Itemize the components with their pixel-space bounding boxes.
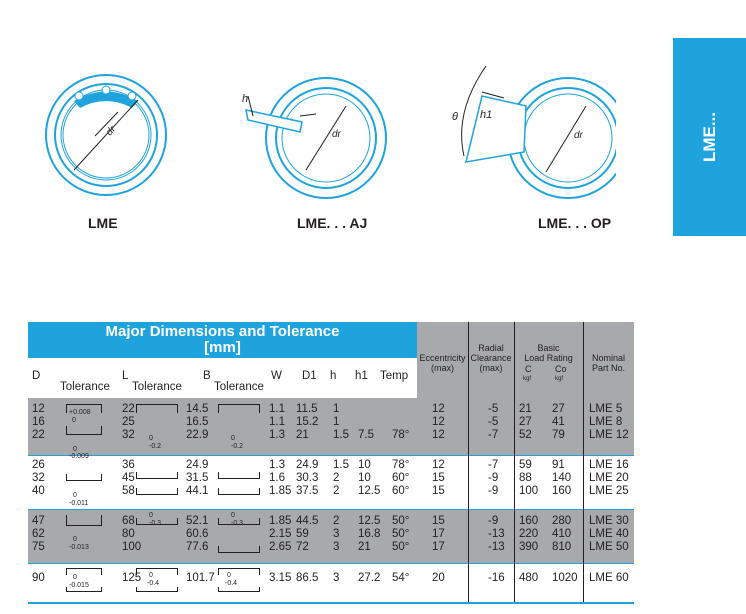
cell-co: 160 bbox=[552, 485, 572, 497]
cell-temp: 60° bbox=[392, 485, 410, 497]
tol-L-g2-bot: -0.3 bbox=[149, 520, 162, 527]
dimensions-table bbox=[28, 322, 634, 604]
cell-h: 2 bbox=[333, 472, 340, 484]
fig3-slot-label: h1 bbox=[480, 109, 493, 121]
cell-b: 44.1 bbox=[186, 485, 209, 497]
cell-temp: 54° bbox=[392, 572, 410, 584]
figure-caption-lme-op: LME. . . OP bbox=[538, 215, 612, 231]
fig3-angle-label: θ bbox=[452, 111, 458, 123]
cell-h1: 10 bbox=[358, 472, 371, 484]
tol-D-g2-top: 0 bbox=[73, 446, 77, 453]
cell-temp: 50° bbox=[392, 515, 410, 527]
col-header-B-tolerance: Tolerance bbox=[214, 381, 264, 393]
tol-D-g4-top: 0 bbox=[73, 536, 77, 543]
cell-h: 3 bbox=[333, 528, 340, 540]
col-header-D: D bbox=[32, 370, 41, 382]
col-header-basic: Basic bbox=[537, 343, 560, 353]
tol-bracket bbox=[136, 404, 178, 413]
cell-l: 68 bbox=[122, 515, 135, 527]
cell-rad: -13 bbox=[488, 541, 505, 553]
row-divider bbox=[28, 563, 634, 564]
cell-b: 14.5 bbox=[186, 403, 209, 415]
cell-part: LME 40 bbox=[589, 528, 629, 540]
col-header-eccentricity: Eccentricity bbox=[419, 353, 466, 363]
tol-bracket bbox=[136, 472, 178, 479]
cell-h: 1.5 bbox=[333, 429, 349, 441]
cell-l: 125 bbox=[122, 572, 142, 584]
tol-B-g1-top: 0 bbox=[231, 435, 235, 442]
cell-c: 88 bbox=[519, 472, 532, 484]
row-divider bbox=[28, 455, 634, 456]
tol-D-g2-bot: -0.009 bbox=[69, 453, 89, 460]
cell-h: 1 bbox=[333, 416, 340, 428]
cell-co: 91 bbox=[552, 459, 565, 471]
cell-d: 32 bbox=[32, 472, 45, 484]
cell-rad: -16 bbox=[488, 572, 505, 584]
col-header-C-unit: kgf bbox=[523, 376, 532, 382]
cell-b: 52.1 bbox=[186, 515, 209, 527]
col-header-h1: h1 bbox=[355, 370, 368, 382]
cell-w: 1.1 bbox=[269, 403, 285, 415]
cell-w: 1.6 bbox=[269, 472, 285, 484]
cell-part: LME 12 bbox=[589, 429, 629, 441]
row-band-1 bbox=[28, 398, 634, 455]
cell-d1: 21 bbox=[296, 429, 309, 441]
tol-bracket bbox=[218, 404, 260, 413]
cell-h: 3 bbox=[333, 541, 340, 553]
tol-B-g2-bot: -0.3 bbox=[231, 520, 244, 527]
fig1-dim-label: dr bbox=[104, 124, 119, 139]
col-header-temp: Temp bbox=[380, 370, 409, 382]
tol-L-g1-top: 0 bbox=[149, 435, 153, 442]
col-header-D-tolerance: Tolerance bbox=[60, 381, 110, 393]
cell-rad: -13 bbox=[488, 528, 505, 540]
col-header-load-rating: Load Rating bbox=[524, 353, 573, 363]
cell-part: LME 8 bbox=[589, 416, 623, 428]
figure-lme bbox=[40, 66, 172, 204]
cell-l: 25 bbox=[122, 416, 135, 428]
cell-co: 1020 bbox=[552, 572, 578, 584]
cell-ecc: 12 bbox=[432, 429, 445, 441]
table-bottom-rule bbox=[28, 602, 634, 604]
cell-l: 80 bbox=[122, 528, 135, 540]
cell-part: LME 60 bbox=[589, 572, 629, 584]
cell-co: 41 bbox=[552, 416, 565, 428]
cell-b: 101.7 bbox=[186, 572, 215, 584]
col-header-C: C bbox=[525, 364, 532, 374]
fig2-slot-label: h bbox=[242, 93, 249, 105]
cell-rad: -9 bbox=[488, 515, 499, 527]
col-header-Co: Co bbox=[555, 364, 567, 374]
tol-bracket bbox=[218, 546, 260, 553]
tol-L-g1-bot: -0.2 bbox=[149, 443, 162, 450]
cell-rad: -9 bbox=[488, 485, 499, 497]
tol-L-g2-top: 0 bbox=[149, 512, 153, 519]
tol-bracket bbox=[218, 587, 260, 592]
col-divider bbox=[514, 322, 515, 602]
col-header-h: h bbox=[330, 370, 337, 382]
cell-b: 24.9 bbox=[186, 459, 209, 471]
col-header-radial-clearance: Clearance bbox=[470, 353, 512, 363]
col-header-nominal: Nominal bbox=[591, 353, 625, 363]
cell-w: 1.85 bbox=[269, 515, 292, 527]
cell-d1: 24.9 bbox=[296, 459, 319, 471]
cell-temp: 60° bbox=[392, 472, 410, 484]
table-title-unit: [mm] bbox=[204, 339, 241, 356]
tol-B-g2-top: 0 bbox=[231, 512, 235, 519]
cell-rad: -7 bbox=[488, 459, 499, 471]
cell-d1: 86.5 bbox=[296, 572, 319, 584]
cell-d: 16 bbox=[32, 416, 45, 428]
col-header-B: B bbox=[203, 370, 211, 382]
cell-part: LME 50 bbox=[589, 541, 629, 553]
cell-w: 2.65 bbox=[269, 541, 292, 553]
tol-bracket bbox=[218, 488, 260, 495]
tol-B-g3-bot: -0.4 bbox=[225, 580, 238, 587]
figure-lme-op bbox=[446, 62, 616, 212]
fig2-dim-label: dr bbox=[332, 129, 341, 140]
tol-L-g3-top: 0 bbox=[149, 572, 153, 579]
col-header-radial: Radial bbox=[478, 343, 504, 353]
cell-h1: 10 bbox=[358, 459, 371, 471]
cell-h1: 12.5 bbox=[358, 515, 381, 527]
cell-h1: 27.2 bbox=[358, 572, 381, 584]
cell-h1: 16.8 bbox=[358, 528, 381, 540]
col-header-radial-unit: (max) bbox=[479, 363, 503, 373]
cell-d: 26 bbox=[32, 459, 45, 471]
cell-ecc: 15 bbox=[432, 515, 445, 527]
tol-D-g3-top: 0 bbox=[73, 492, 77, 499]
tol-D-g4-bot: -0.013 bbox=[69, 544, 89, 551]
cell-co: 810 bbox=[552, 541, 572, 553]
cell-co: 410 bbox=[552, 528, 572, 540]
tol-bracket bbox=[218, 568, 260, 575]
cell-c: 390 bbox=[519, 541, 539, 553]
cell-h: 2 bbox=[333, 515, 340, 527]
table-title: Major Dimensions and Tolerance bbox=[105, 323, 340, 340]
cell-b: 16.5 bbox=[186, 416, 209, 428]
cell-d: 22 bbox=[32, 429, 45, 441]
col-header-W: W bbox=[271, 370, 282, 382]
tol-L-g3-bot: -0.4 bbox=[147, 580, 160, 587]
cell-d1: 11.5 bbox=[296, 403, 318, 415]
col-header-Co-unit: kgf bbox=[555, 376, 564, 382]
cell-temp: 50° bbox=[392, 528, 410, 540]
tol-bracket bbox=[66, 426, 102, 435]
cell-rad: -7 bbox=[488, 429, 499, 441]
cell-w: 1.85 bbox=[269, 485, 292, 497]
tol-B-g1-bot: -0.2 bbox=[231, 443, 244, 450]
col-header-L-tolerance: Tolerance bbox=[132, 381, 182, 393]
cell-temp: 50° bbox=[392, 541, 410, 553]
cell-h: 3 bbox=[333, 572, 340, 584]
figure-caption-lme: LME bbox=[88, 215, 118, 231]
tol-D-g1-bot: 0 bbox=[72, 417, 76, 424]
cell-c: 480 bbox=[519, 572, 539, 584]
tol-bracket bbox=[218, 472, 260, 479]
cell-w: 1.3 bbox=[269, 429, 285, 441]
cell-co: 280 bbox=[552, 515, 572, 527]
cell-w: 1.1 bbox=[269, 416, 285, 428]
cell-d: 62 bbox=[32, 528, 45, 540]
cell-l: 45 bbox=[122, 472, 135, 484]
cell-part: LME 20 bbox=[589, 472, 629, 484]
cell-h1: 7.5 bbox=[358, 429, 374, 441]
figure-caption-lme-aj: LME. . . AJ bbox=[297, 215, 368, 231]
cell-temp: 78° bbox=[392, 459, 410, 471]
cell-l: 36 bbox=[122, 459, 135, 471]
tol-D-g5-bot: -0.015 bbox=[69, 582, 89, 589]
cell-part: LME 30 bbox=[589, 515, 629, 527]
col-header-eccentricity-unit: (max) bbox=[431, 363, 454, 373]
cell-d: 47 bbox=[32, 515, 45, 527]
cell-ecc: 12 bbox=[432, 416, 445, 428]
cell-d1: 15.2 bbox=[296, 416, 319, 428]
cell-co: 27 bbox=[552, 403, 565, 415]
side-tab bbox=[673, 38, 746, 236]
cell-temp: 78° bbox=[392, 429, 410, 441]
cell-d: 40 bbox=[32, 485, 45, 497]
cell-b: 77.6 bbox=[186, 541, 209, 553]
col-header-L: L bbox=[122, 370, 129, 382]
tol-D-g3-bot: -0.011 bbox=[69, 500, 89, 507]
cell-ecc: 15 bbox=[432, 472, 445, 484]
cell-b: 60.6 bbox=[186, 528, 209, 540]
cell-l: 22 bbox=[122, 403, 135, 415]
cell-rad: -5 bbox=[488, 416, 499, 428]
cell-d1: 44.5 bbox=[296, 515, 319, 527]
cell-part: LME 25 bbox=[589, 485, 629, 497]
tol-B-g3-top: 0 bbox=[227, 572, 231, 579]
col-header-part-no: Part No. bbox=[591, 363, 625, 373]
tol-bracket bbox=[66, 568, 102, 575]
tol-bracket bbox=[136, 587, 178, 592]
cell-h: 1.5 bbox=[333, 459, 349, 471]
row-band-3 bbox=[28, 509, 634, 563]
tol-bracket bbox=[136, 488, 178, 495]
cell-c: 21 bbox=[519, 403, 532, 415]
figure-lme-aj bbox=[228, 70, 388, 210]
cell-rad: -9 bbox=[488, 472, 499, 484]
cell-h: 2 bbox=[333, 485, 340, 497]
cell-part: LME 16 bbox=[589, 459, 629, 471]
cell-co: 140 bbox=[552, 472, 572, 484]
cell-part: LME 5 bbox=[589, 403, 623, 415]
cell-w: 3.15 bbox=[269, 572, 292, 584]
cell-c: 220 bbox=[519, 528, 539, 540]
side-tab-label: LME... bbox=[699, 111, 719, 163]
cell-h: 1 bbox=[333, 403, 340, 415]
fig3-dim-label: dr bbox=[574, 130, 583, 141]
cell-w: 1.3 bbox=[269, 459, 285, 471]
cell-c: 59 bbox=[519, 459, 532, 471]
table-title-bar bbox=[28, 322, 417, 358]
cell-h1: 12.5 bbox=[358, 485, 381, 497]
tol-bracket bbox=[66, 587, 102, 592]
cell-c: 52 bbox=[519, 429, 532, 441]
cell-d1: 72 bbox=[296, 541, 309, 553]
cell-d1: 59 bbox=[296, 528, 309, 540]
cell-l: 32 bbox=[122, 429, 135, 441]
col-header-D1: D1 bbox=[302, 370, 317, 382]
cell-ecc: 17 bbox=[432, 541, 445, 553]
cell-w: 2.15 bbox=[269, 528, 292, 540]
cell-d: 90 bbox=[32, 572, 45, 584]
cell-co: 79 bbox=[552, 429, 565, 441]
cell-h1: 21 bbox=[358, 541, 371, 553]
cell-l: 100 bbox=[122, 541, 142, 553]
cell-d: 12 bbox=[32, 403, 45, 415]
cell-d1: 30.3 bbox=[296, 472, 319, 484]
row-divider bbox=[28, 509, 634, 510]
cell-b: 22.9 bbox=[186, 429, 209, 441]
tol-bracket bbox=[66, 474, 102, 481]
cell-ecc: 20 bbox=[432, 572, 445, 584]
tol-D-g1-top: +0.008 bbox=[69, 409, 91, 416]
cell-c: 27 bbox=[519, 416, 532, 428]
cell-rad: -5 bbox=[488, 403, 499, 415]
cell-b: 31.5 bbox=[186, 472, 209, 484]
cell-ecc: 12 bbox=[432, 459, 445, 471]
cell-c: 100 bbox=[519, 485, 539, 497]
tol-bracket bbox=[136, 568, 178, 575]
cell-l: 58 bbox=[122, 485, 135, 497]
cell-d1: 37.5 bbox=[296, 485, 319, 497]
cell-ecc: 15 bbox=[432, 485, 445, 497]
cell-ecc: 17 bbox=[432, 528, 445, 540]
tol-D-g5-top: 0 bbox=[73, 574, 77, 581]
cell-d: 75 bbox=[32, 541, 45, 553]
cell-ecc: 12 bbox=[432, 403, 445, 415]
tol-bracket bbox=[66, 515, 102, 526]
cell-c: 160 bbox=[519, 515, 539, 527]
